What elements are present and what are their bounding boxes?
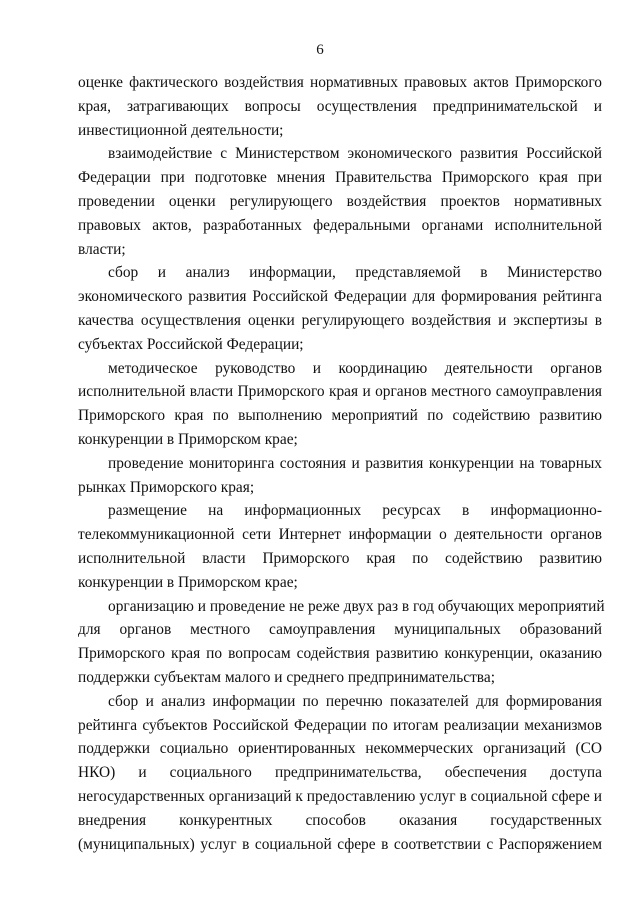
text-line: НКО) и социального предпринимательства, обеспечения доступа: [78, 764, 602, 782]
paragraph: [78, 452, 602, 500]
text-line: власти;: [78, 240, 126, 258]
paragraph: [78, 690, 602, 857]
paragraph: [78, 142, 602, 261]
text-line: рынках Приморского края;: [78, 478, 255, 496]
text-line: проведении оценки регулирующего воздействия проектов нормативных: [78, 192, 602, 210]
text-line: негосударственных организаций к предоставлению услуг в социальной сфере и: [78, 787, 602, 805]
text-line: Приморского края по выполнению мероприятий по содействию развитию: [78, 407, 602, 425]
text-line: оценке фактического воздействия нормативных правовых актов Приморского: [78, 74, 602, 91]
text-line: субъектах Российской Федерации;: [78, 335, 304, 353]
paragraph: [78, 499, 602, 594]
text-line: правовых актов, разработанных федеральными органами исполнительной: [78, 216, 602, 234]
text-line: экономического развития Российской Федерации для формирования рейтинга: [78, 288, 602, 306]
text-line: исполнительной власти Приморского края и органов местного самоуправления: [78, 383, 602, 401]
text-line: взаимодействие с Министерством экономического развития Российской: [108, 145, 602, 163]
text-line: (муниципальных) услуг в социальной сфере в соответствии с Распоряжением: [78, 835, 602, 853]
text-line: для органов местного самоуправления муниципальных образований: [78, 621, 602, 639]
text-line: методическое руководство и координацию деятельности органов: [108, 359, 602, 377]
document-body: [78, 71, 605, 856]
text-line: телекоммуникационной сети Интернет информации о деятельности органов: [78, 526, 602, 544]
paragraph: [78, 357, 602, 452]
paragraph: [78, 261, 602, 356]
text-line: сбор и анализ информации, представляемой в Министерство: [108, 264, 602, 282]
text-line: размещение на информационных ресурсах в информационно-: [108, 502, 602, 520]
text-line: конкуренции в Приморском крае;: [78, 573, 298, 591]
text-line: рейтинга субъектов Российской Федерации по итогам реализации механизмов: [78, 716, 602, 734]
paragraph: [78, 595, 605, 690]
text-line: Федерации при подготовке мнения Правительства Приморского края при: [78, 169, 602, 187]
text-line: сбор и анализ информации по перечню показателей для формирования: [108, 692, 602, 710]
text-line: Приморского края по вопросам содействия развитию конкуренции, оказанию: [78, 645, 602, 663]
text-line: конкуренции в Приморском крае;: [78, 430, 298, 448]
text-line: инвестиционной деятельности;: [78, 121, 284, 139]
text-line: края, затрагивающих вопросы осуществления предпринимательской и: [78, 97, 602, 115]
text-line: организацию и проведение не реже двух раз в год обучающих мероприятий: [108, 597, 605, 615]
text-line: внедрения конкурентных способов оказания государственных: [78, 811, 602, 829]
paragraph: [78, 71, 602, 142]
page-number: 6: [316, 42, 324, 58]
text-line: поддержки субъектам малого и среднего предпринимательства;: [78, 668, 495, 686]
text-line: качества осуществления оценки регулирующего воздействия и экспертизы в: [78, 311, 602, 329]
text-line: проведение мониторинга состояния и развития конкуренции на товарных: [108, 454, 602, 472]
text-line: поддержки социально ориентированных некоммерческих организаций (СО: [78, 740, 602, 758]
text-line: исполнительной власти Приморского края по содействию развитию: [78, 549, 602, 567]
